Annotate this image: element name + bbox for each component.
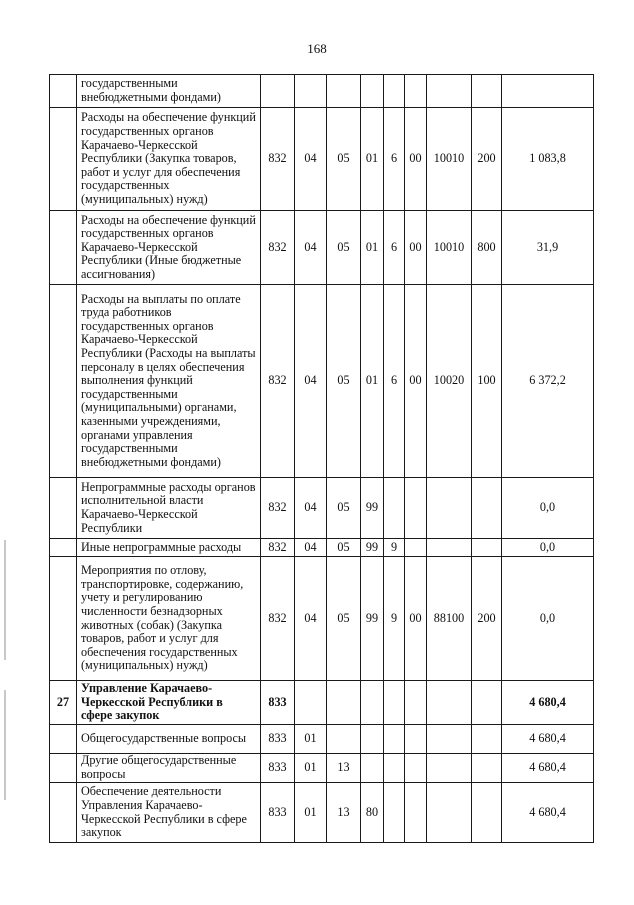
budget-table	[49, 74, 594, 843]
code-direction	[427, 681, 472, 725]
code-expense-type	[472, 478, 502, 539]
table-row	[50, 557, 594, 681]
code-admin: 832	[261, 557, 295, 681]
code-subsection	[327, 681, 361, 725]
code-expense-type	[472, 539, 502, 557]
row-amount: 4 680,4	[502, 725, 594, 754]
code-admin: 833	[261, 754, 295, 783]
code-expense-type: 100	[472, 285, 502, 478]
code-subsection: 05	[327, 539, 361, 557]
row-name: Управление Карачаево-Черкесской Республики в сфере закупок	[77, 681, 261, 725]
row-number	[50, 75, 77, 108]
code-direction: 10020	[427, 285, 472, 478]
code-subsection: 05	[327, 285, 361, 478]
row-name: Обеспечение деятельности Управления Карачаево-Черкесской Республики в сфере закупок	[77, 783, 261, 843]
code-direction	[427, 725, 472, 754]
row-number	[50, 211, 77, 285]
code-subprogram: 6	[384, 211, 405, 285]
code-section: 04	[295, 108, 327, 211]
code-subsection: 13	[327, 754, 361, 783]
code-admin: 833	[261, 783, 295, 843]
code-admin: 832	[261, 478, 295, 539]
code-direction: 10010	[427, 211, 472, 285]
code-expense-type: 200	[472, 108, 502, 211]
code-subprogram: 6	[384, 285, 405, 478]
code-program	[361, 75, 384, 108]
code-subsection: 05	[327, 211, 361, 285]
row-number	[50, 754, 77, 783]
table-row	[50, 478, 594, 539]
code-section	[295, 75, 327, 108]
code-subsection	[327, 75, 361, 108]
code-program	[361, 725, 384, 754]
code-program: 80	[361, 783, 384, 843]
code-admin: 833	[261, 681, 295, 725]
code-expense-type	[472, 754, 502, 783]
row-number	[50, 557, 77, 681]
table-row	[50, 211, 594, 285]
code-subsection	[327, 725, 361, 754]
row-amount: 4 680,4	[502, 754, 594, 783]
row-number	[50, 285, 77, 478]
code-expense-type	[472, 783, 502, 843]
code-subprogram	[384, 754, 405, 783]
code-main-event	[405, 754, 427, 783]
row-name: Расходы на обеспечение функций государственных органов Карачаево-Черкесской Республики (Иные бюджетные ассигнования)	[77, 211, 261, 285]
code-main-event	[405, 681, 427, 725]
code-direction	[427, 75, 472, 108]
code-section: 04	[295, 557, 327, 681]
code-expense-type	[472, 725, 502, 754]
code-main-event: 00	[405, 285, 427, 478]
code-direction: 10010	[427, 108, 472, 211]
code-subsection: 05	[327, 478, 361, 539]
code-admin	[261, 75, 295, 108]
scan-margin-mark	[4, 690, 6, 800]
code-expense-type: 800	[472, 211, 502, 285]
row-name: Общегосударственные вопросы	[77, 725, 261, 754]
page-number: 168	[307, 41, 327, 56]
row-amount: 6 372,2	[502, 285, 594, 478]
row-amount: 4 680,4	[502, 783, 594, 843]
row-name: государственными внебюджетными фондами)	[77, 75, 261, 108]
code-program: 99	[361, 557, 384, 681]
row-amount	[502, 75, 594, 108]
code-admin: 832	[261, 211, 295, 285]
code-section	[295, 681, 327, 725]
code-subsection: 05	[327, 108, 361, 211]
code-subprogram	[384, 725, 405, 754]
row-number	[50, 539, 77, 557]
table-row	[50, 108, 594, 211]
code-program: 01	[361, 108, 384, 211]
code-section: 01	[295, 783, 327, 843]
code-subprogram: 6	[384, 108, 405, 211]
table-body	[50, 75, 594, 843]
code-subsection: 13	[327, 783, 361, 843]
code-program: 99	[361, 539, 384, 557]
code-admin: 832	[261, 539, 295, 557]
code-subprogram: 9	[384, 557, 405, 681]
code-expense-type	[472, 75, 502, 108]
code-section: 04	[295, 478, 327, 539]
row-name: Другие общегосударственные вопросы	[77, 754, 261, 783]
code-section: 04	[295, 211, 327, 285]
code-program	[361, 681, 384, 725]
row-amount: 0,0	[502, 557, 594, 681]
code-subprogram	[384, 783, 405, 843]
scan-margin-mark	[4, 540, 6, 660]
row-number: 27	[50, 681, 77, 725]
code-expense-type: 200	[472, 557, 502, 681]
code-direction	[427, 478, 472, 539]
code-direction	[427, 754, 472, 783]
code-main-event	[405, 539, 427, 557]
table-row	[50, 681, 594, 725]
row-name: Мероприятия по отлову, транспортировке, содержанию, учету и регулированию численности безнадзорных животных (собак) (Закупка товаров, работ и услуг для обеспечения государственных (муниципальных) нужд)	[77, 557, 261, 681]
table-row	[50, 75, 594, 108]
row-amount: 0,0	[502, 539, 594, 557]
code-direction	[427, 783, 472, 843]
code-section: 04	[295, 539, 327, 557]
code-main-event: 00	[405, 108, 427, 211]
code-main-event	[405, 478, 427, 539]
code-program	[361, 754, 384, 783]
code-section: 01	[295, 725, 327, 754]
code-subprogram	[384, 478, 405, 539]
code-program: 99	[361, 478, 384, 539]
code-main-event	[405, 783, 427, 843]
code-section: 01	[295, 754, 327, 783]
code-main-event	[405, 75, 427, 108]
code-main-event: 00	[405, 211, 427, 285]
row-number	[50, 725, 77, 754]
code-direction	[427, 539, 472, 557]
row-name: Расходы на обеспечение функций государственных органов Карачаево-Черкесской Республики (Закупка товаров, работ и услуг для обеспечения государственных (муниципальных) нужд)	[77, 108, 261, 211]
code-subsection: 05	[327, 557, 361, 681]
table-row	[50, 285, 594, 478]
row-amount: 31,9	[502, 211, 594, 285]
code-section: 04	[295, 285, 327, 478]
code-admin: 833	[261, 725, 295, 754]
code-program: 01	[361, 211, 384, 285]
row-number	[50, 783, 77, 843]
table-row	[50, 783, 594, 843]
row-number	[50, 478, 77, 539]
table-row	[50, 754, 594, 783]
code-main-event	[405, 725, 427, 754]
row-amount: 1 083,8	[502, 108, 594, 211]
row-amount: 4 680,4	[502, 681, 594, 725]
code-subprogram: 9	[384, 539, 405, 557]
row-name: Иные непрограммные расходы	[77, 539, 261, 557]
code-direction: 88100	[427, 557, 472, 681]
row-number	[50, 108, 77, 211]
code-main-event: 00	[405, 557, 427, 681]
code-subprogram	[384, 75, 405, 108]
table-row	[50, 539, 594, 557]
code-admin: 832	[261, 285, 295, 478]
row-amount: 0,0	[502, 478, 594, 539]
code-admin: 832	[261, 108, 295, 211]
code-program: 01	[361, 285, 384, 478]
code-subprogram	[384, 681, 405, 725]
row-name: Расходы на выплаты по оплате труда работников государственных органов Карачаево-Черкесской Республики (Расходы на выплаты персоналу в целях обеспечения выполнения функций государственными (муниципальными) органами, казенными учреждениями, органами управления государственными внебюджетными фондами)	[77, 285, 261, 478]
table-row	[50, 725, 594, 754]
row-name: Непрограммные расходы органов исполнительной власти Карачаево-Черкесской Республики	[77, 478, 261, 539]
code-expense-type	[472, 681, 502, 725]
